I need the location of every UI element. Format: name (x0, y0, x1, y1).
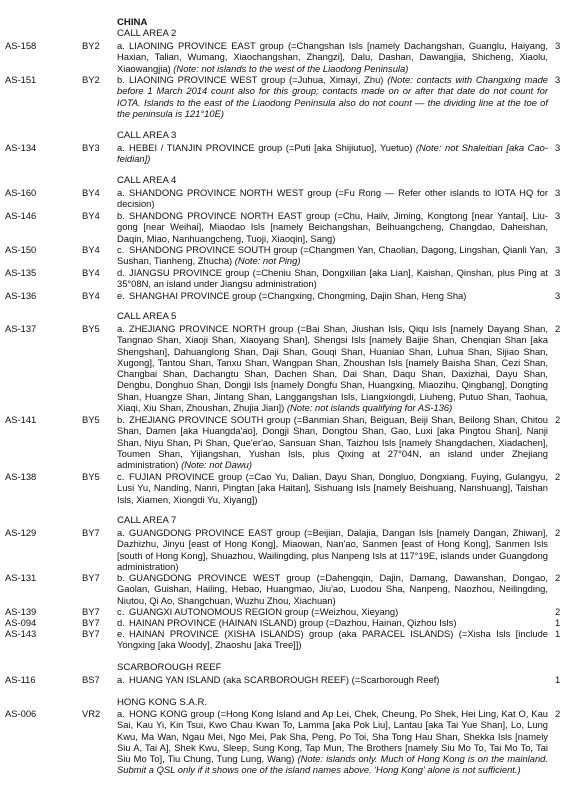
country-heading: CHINA (117, 17, 148, 28)
entry-body (117, 290, 548, 301)
iota-reference: AS-160 (5, 187, 37, 198)
iota-reference: AS-158 (5, 40, 37, 51)
callsign-prefix: BY4 (82, 290, 100, 301)
entry-body (117, 674, 548, 685)
entry-note: (Note: contacts with Changxing made before 1 March 2014 count also for this group; contacts made on or after that date do not count for IOTA. Islands to the east of the Liaodong Peninsula also do not count — the dividing line at the toe of the peninsula is 121°10E) (117, 74, 548, 119)
entry-text: SHANDONG PROVINCE SOUTH group (=Changmen Yan, Chaolian, Dagong, Lingshan, Qianli Yan, Sushan, Tianheng, Zhucha) (117, 244, 548, 267)
entry-letter: d. (117, 617, 125, 628)
entry-text: HAINAN PROVINCE (HAINAN ISLAND) group (=Dazhou, Hainan, Qizhou Isls) (129, 617, 457, 628)
iota-reference: AS-151 (5, 74, 37, 85)
entry-body (117, 572, 548, 606)
entry-text: JIANGSU PROVINCE group (=Cheniu Shan, Dongxilian [aka Lian], Kaishan, Qinshan, plus Ping at 35°08N, an island under Jiangsu administration) (117, 267, 548, 290)
callsign-prefix: BY5 (82, 323, 100, 334)
entry-text: SHANDONG PROVINCE NORTH EAST group (=Chu, Hailv, Jiming, Kongtong [near Yantai], Liu-gong [near Weihai], Miaodao Isls [namely Beichangshan, Beihuangcheng, Changdao, Daheishan, Daqin, Miao, Nanhuangcheng, Tuoji, Xiaoqin], Sang) (117, 210, 548, 244)
entry-text: SHANDONG PROVINCE NORTH WEST group (=Fu Rong — Refer other islands to IOTA HQ for decision) (117, 187, 548, 210)
entry-year: 2 (555, 471, 561, 482)
entry-text: HEBEI / TIANJIN PROVINCE group (=Puti [aka Shijiutuo], Yuetuo) (129, 142, 413, 153)
iota-reference: AS-094 (5, 617, 37, 628)
entry-body (117, 244, 548, 267)
callsign-prefix: VR2 (82, 708, 101, 719)
entry-text: ZHEJIANG PROVINCE SOUTH group (=Banmian Shan, Beiguan, Beiji Shan, Beilong Shan, Chitou Shan, Damen [aka Huangda'ao], Dongji Shan, Dongtou Shan, Gao, Luxi [aka Pingtou Shan], Nanji Shan, Niyu Shan, Pi Shan, Que'er'ao, Sansuan Shan, Taizhou Isls [namely Shangdachen, Xiadachen], Toumen Shan, Yijiangshan, Yushan Isls, plus Qixing at 27°04N, an island under Zhejiang administration) (117, 414, 548, 471)
entry-year: 2 (555, 323, 561, 334)
entry-letter: b. (117, 414, 125, 425)
entry-year: 2 (555, 708, 561, 719)
callsign-prefix: BY7 (82, 572, 100, 583)
entry-body (117, 471, 548, 505)
entry-letter: e. (117, 290, 125, 301)
callsign-prefix: BY3 (82, 142, 100, 153)
call-area-heading: CALL AREA 7 (117, 515, 177, 526)
iota-reference: AS-143 (5, 628, 37, 639)
entry-text: ZHEJIANG PROVINCE NORTH group (=Bai Shan, Jiushan Isls, Qiqu Isls [namely Dayang Shan, Tangnao Shan, Xiaoji Shan, Xiaoyang Shan], Shengsi Isls [namely Baijie Shan, Chenqian Shan [aka Shengshan], Dahuanglong Shan, Daji Shan, Gouqi Shan, Huaniao Shan, Luhua Shan, Sijiao Shan, Xugong], Tantou Shan, Tanxu Shan, Wangpan Shan, Zhoushan Isls [namely Baisha Shan, Cezi Shan, Changbai Shan, Dachangtu Shan, Dachen Shan, Dai Shan, Daqu Shan, Daxizhai, Dayu Shan, Dengbu, Donghuo Shan, Dongji Isls [namely Dongfu Shan, Huangxing, Miaozihu, Qingbang], Dongting Shan, Huangze Shan, Jintang Shan, Langgangshan Isls, Liangxiongdi, Liuheng, Putuo Shan, Taohua, Xiaqi, Xiu Shan, Zhoushan, Zhujia Jian]) (117, 323, 548, 414)
callsign-prefix: BY2 (82, 40, 100, 51)
callsign-prefix: BY4 (82, 267, 100, 278)
entry-body (117, 210, 548, 244)
iota-reference: AS-134 (5, 142, 37, 153)
entry-letter: a. (117, 187, 125, 198)
entry-note: (Note: not Dawu) (181, 459, 252, 471)
entry-body (117, 187, 548, 210)
entry-year: 1 (555, 674, 561, 685)
entry-body (117, 606, 548, 617)
call-area-heading: SCARBOROUGH REEF (117, 662, 222, 673)
entry-note: (Note: not islands to the west of the Liaodong Peninsula) (173, 62, 409, 74)
entry-body (117, 74, 548, 119)
entry-letter: a. (117, 674, 125, 685)
entry-year: 3 (555, 142, 561, 153)
call-area-heading: HONG KONG S.A.R. (117, 697, 208, 708)
entry-year: 2 (555, 414, 561, 425)
entry-body (117, 628, 548, 651)
entry-note: (Note: not Shaleitian [aka Cao-feidian]) (117, 142, 548, 165)
entry-text: LIAONING PROVINCE WEST group (=Juhua, Ximayi, Zhu) (129, 74, 384, 85)
callsign-prefix: BY2 (82, 74, 100, 85)
entry-note: (Note: islands only. Much of Hong Kong is on the mainland. Submit a QSL only if it shows one of the island names above. 'Hong Kong' alone is not sufficient.) (117, 753, 549, 776)
call-area-heading: CALL AREA 3 (117, 130, 177, 141)
entry-body (117, 708, 548, 776)
callsign-prefix: BY7 (82, 628, 100, 639)
entry-text: GUANGXI AUTONOMOUS REGION group (=Weizhou, Xieyang) (129, 606, 399, 617)
entry-letter: a. (117, 527, 125, 538)
entry-year: 2 (555, 606, 561, 617)
entry-year: 3 (555, 187, 561, 198)
entry-letter: b. (117, 210, 125, 221)
entry-year: 3 (555, 74, 561, 85)
entry-year: 1 (555, 628, 561, 639)
entry-letter: a. (117, 40, 125, 51)
entry-year: 1 (555, 617, 561, 628)
entry-year: 3 (555, 290, 561, 301)
callsign-prefix: BY7 (82, 606, 100, 617)
entry-letter: d. (117, 267, 125, 278)
entry-text: HAINAN PROVINCE (XISHA ISLANDS) group (aka PARACEL ISLANDS) (=Xisha Isls [include Yongxing [aka Woody], Zhaoshu [aka Tree]]) (117, 628, 548, 651)
entry-letter: c. (117, 606, 125, 617)
entry-letter: e. (117, 628, 125, 639)
entry-text: HUANG YAN ISLAND (aka SCARBOROUGH REEF) (=Scarborough Reef) (129, 674, 440, 685)
entry-text: HONG KONG group (=Hong Kong Island and Ap Lei, Chek, Cheung, Po Shek, Hei Ling, Kat O, Kau Sai, Kau Yi, Kin Tsui, Kwo Chau Kwan To, Lamma [aka Pok Liu], Lantau [aka Tai Yue Shan], Lo, Lung Kwu, Ma Wan, Ngau Mei, Ngo Mei, Pak Sha, Peng, Po Toi, Sha Tong Hau Shan, Shekka Isls [namely Siu A, Tai A], Shek Kwu, Sleep, Sung Kong, Tap Mun, The Brothers [namely Siu Mo To, Tai Mo To, Tai Siu Mo To], Tiu Chung, Tung Lung, Wang) (117, 708, 548, 765)
callsign-prefix: BY7 (82, 617, 100, 628)
entry-letter: b. (117, 74, 125, 85)
entry-year: 3 (555, 267, 561, 278)
entry-year: 3 (555, 40, 561, 51)
callsign-prefix: BS7 (82, 674, 100, 685)
entry-letter: a. (117, 323, 125, 334)
callsign-prefix: BY4 (82, 187, 100, 198)
entry-body (117, 617, 548, 628)
iota-reference: AS-150 (5, 244, 37, 255)
iota-reference: AS-146 (5, 210, 37, 221)
callsign-prefix: BY4 (82, 244, 100, 255)
iota-reference: AS-131 (5, 572, 37, 583)
entry-body (117, 142, 548, 165)
entry-text: GUANGDONG PROVINCE WEST group (=Dahengqin, Dajin, Damang, Dawanshan, Dongao, Gaolan, Guishan, Hailing, Hebao, Huangmao, Jiu'ao, Luodou Sha, Nanpeng, Naozhou, Neilingding, Niutou, Qi Ao, Shangchuan, Wuzhu Zhou, Xiachuan) (117, 572, 548, 606)
entry-letter: c. (117, 244, 125, 255)
callsign-prefix: BY5 (82, 471, 100, 482)
entry-body (117, 323, 548, 413)
iota-reference: AS-136 (5, 290, 37, 301)
call-area-heading: CALL AREA 5 (117, 311, 177, 322)
entry-text: FUJIAN PROVINCE group (=Cao Yu, Dalian, Dayu Shan, Dongluo, Dongxiang, Fuying, Gulangyu, Lusi Yu, Nanding, Nanri, Pingtan [aka Haitan], Sishuang Isls [namely Beishuang, Nanshuang], Taishan Isls, Xiamen, Xiongdi Yu, Xiyang]) (117, 471, 548, 505)
entry-text: SHANGHAI PROVINCE group (=Changxing, Chongming, Dajin Shan, Heng Sha) (129, 290, 467, 301)
entry-year: 3 (555, 210, 561, 221)
iota-reference: AS-141 (5, 414, 37, 425)
callsign-prefix: BY4 (82, 210, 100, 221)
entry-body (117, 527, 548, 572)
entry-letter: b. (117, 572, 125, 583)
iota-reference: AS-135 (5, 267, 37, 278)
iota-reference: AS-138 (5, 471, 37, 482)
entry-body (117, 40, 548, 74)
callsign-prefix: BY5 (82, 414, 100, 425)
entry-body (117, 414, 548, 470)
entry-year: 2 (555, 527, 561, 538)
entry-note: (Note: not islands qualifying for AS-136) (286, 402, 453, 414)
entry-letter: c. (117, 471, 125, 482)
entry-letter: a. (117, 142, 125, 153)
call-area-heading: CALL AREA 4 (117, 175, 177, 186)
entry-letter: a. (117, 708, 125, 719)
iota-reference: AS-139 (5, 606, 37, 617)
entry-year: 2 (555, 572, 561, 583)
iota-reference: AS-129 (5, 527, 37, 538)
entry-note: (Note: not Ping) (234, 255, 301, 267)
entry-year: 3 (555, 244, 561, 255)
entry-text: LIAONING PROVINCE EAST group (=Changshan Isls [namely Dachangshan, Guanglu, Haiyang, Haxian, Talian, Wumang, Xiaochangshan, Zhangzi], Dalu, Dashan, Dawangjia, Shicheng, Xiaolu, Xiaowangjia) (117, 40, 548, 74)
iota-reference: AS-006 (5, 708, 37, 719)
callsign-prefix: BY7 (82, 527, 100, 538)
entry-body (117, 267, 548, 290)
entry-text: GUANGDONG PROVINCE EAST group (=Beijian, Dalajia, Dangan Isls [namely Dangan, Zhiwan], Dazhizhu, Jinyu [east of Hong Kong], Miaowan, Nan'ao, Sanmen [east of Hong Kong], Sanmen Isls [south of Hong Kong], Shuazhou, Wailingding, plus Nanpeng Isls at 117°19E, islands under Guangdong administration) (117, 527, 548, 572)
iota-reference: AS-137 (5, 323, 37, 334)
iota-reference: AS-116 (5, 674, 36, 685)
call-area-heading: CALL AREA 2 (117, 28, 177, 39)
